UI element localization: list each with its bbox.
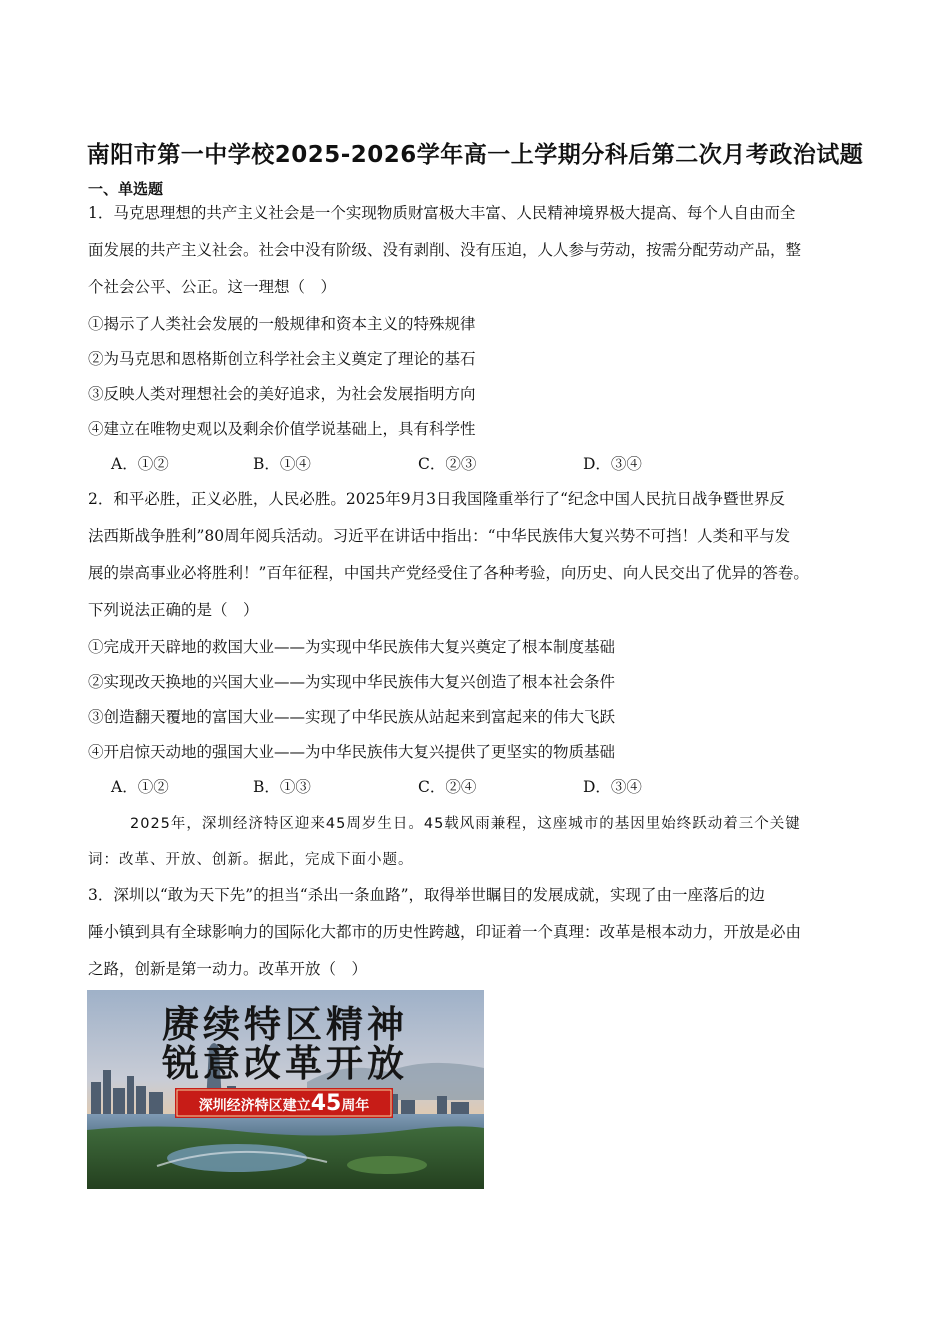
q2-stem-line: 2．和平必胜，正义必胜，人民必胜。2025年9月3日我国隆重举行了“纪念中国人民抗日战争暨世界反	[88, 490, 785, 508]
q2-stem-line: 法西斯战争胜利”80周年阅兵活动。习近平在讲话中指出：“中华民族伟大复兴势不可挡！人类和平与发	[88, 527, 791, 545]
q2-option-c[interactable]: C．②④	[418, 778, 477, 796]
shenzhen-banner-image	[87, 990, 484, 1189]
material-line: 词：改革、开放、创新。据此，完成下面小题。	[88, 852, 414, 868]
q1-stem-line: 1．马克思理想的共产主义社会是一个实现物质财富极大丰富、人民精神境界极大提高、每个人自由而全	[88, 204, 796, 222]
banner-ribbon-suffix: 周年	[341, 1098, 370, 1114]
q2-option-b[interactable]: B．①③	[253, 778, 311, 796]
q1-statement-2: ②为马克思和恩格斯创立科学社会主义奠定了理论的基石	[88, 350, 476, 368]
q2-stem-line: 下列说法正确的是（ ）	[88, 601, 259, 619]
banner-line-1: 赓续特区精神	[162, 1002, 408, 1046]
q1-option-b[interactable]: B．①④	[253, 455, 311, 473]
q2-statement-3: ③创造翻天覆地的富国大业——实现了中华民族从站起来到富起来的伟大飞跃	[88, 708, 616, 726]
banner-line-2: 锐意改革开放	[162, 1041, 408, 1085]
q3-stem-line: 3．深圳以“敢为天下先”的担当“杀出一条血路”，取得举世瞩目的发展成就，实现了由一座落后的边	[88, 886, 766, 904]
q1-statement-3: ③反映人类对理想社会的美好追求，为社会发展指明方向	[88, 385, 476, 403]
q2-statement-2: ②实现改天换地的兴国大业——为实现中华民族伟大复兴创造了根本社会条件	[88, 673, 616, 691]
q1-stem-line: 个社会公平、公正。这一理想（ ）	[88, 278, 337, 296]
document-title: 南阳市第一中学校2025-2026学年高一上学期分科后第二次月考政治试题	[86, 142, 864, 168]
q1-option-a[interactable]: A．①②	[111, 455, 169, 473]
q1-statement-4: ④建立在唯物史观以及剩余价值学说基础上，具有科学性	[88, 420, 476, 438]
q1-statement-1: ①揭示了人类社会发展的一般规律和资本主义的特殊规律	[88, 315, 476, 333]
q1-stem-line: 面发展的共产主义社会。社会中没有阶级、没有剥削、没有压迫，人人参与劳动，按需分配劳动产品，整	[88, 241, 802, 259]
q2-statement-1: ①完成开天辟地的救国大业——为实现中华民族伟大复兴奠定了根本制度基础	[88, 638, 616, 656]
q1-option-d[interactable]: D．③④	[583, 455, 642, 473]
section-heading: 一、单选题	[88, 180, 164, 198]
q2-statement-4: ④开启惊天动地的强国大业——为中华民族伟大复兴提供了更坚实的物质基础	[88, 743, 616, 761]
q3-stem-line: 陲小镇到具有全球影响力的国际化大都市的历史性跨越，印证着一个真理：改革是根本动力，开放是必由	[88, 923, 802, 941]
material-line: 2025年，深圳经济特区迎来45周岁生日。45载风雨兼程，这座城市的基因里始终跃动着三个关键	[130, 816, 801, 832]
banner-ribbon-number: 45	[310, 1091, 342, 1116]
q2-option-d[interactable]: D．③④	[583, 778, 642, 796]
q2-stem-line: 展的崇高事业必将胜利！”百年征程，中国共产党经受住了各种考验，向历史、向人民交出了优异的答卷。	[88, 564, 809, 582]
q1-option-c[interactable]: C．②③	[418, 455, 477, 473]
q2-option-a[interactable]: A．①②	[111, 778, 169, 796]
banner-ribbon-prefix: 深圳经济特区建立	[198, 1098, 311, 1114]
q3-stem-line: 之路，创新是第一动力。改革开放（ ）	[88, 960, 368, 978]
